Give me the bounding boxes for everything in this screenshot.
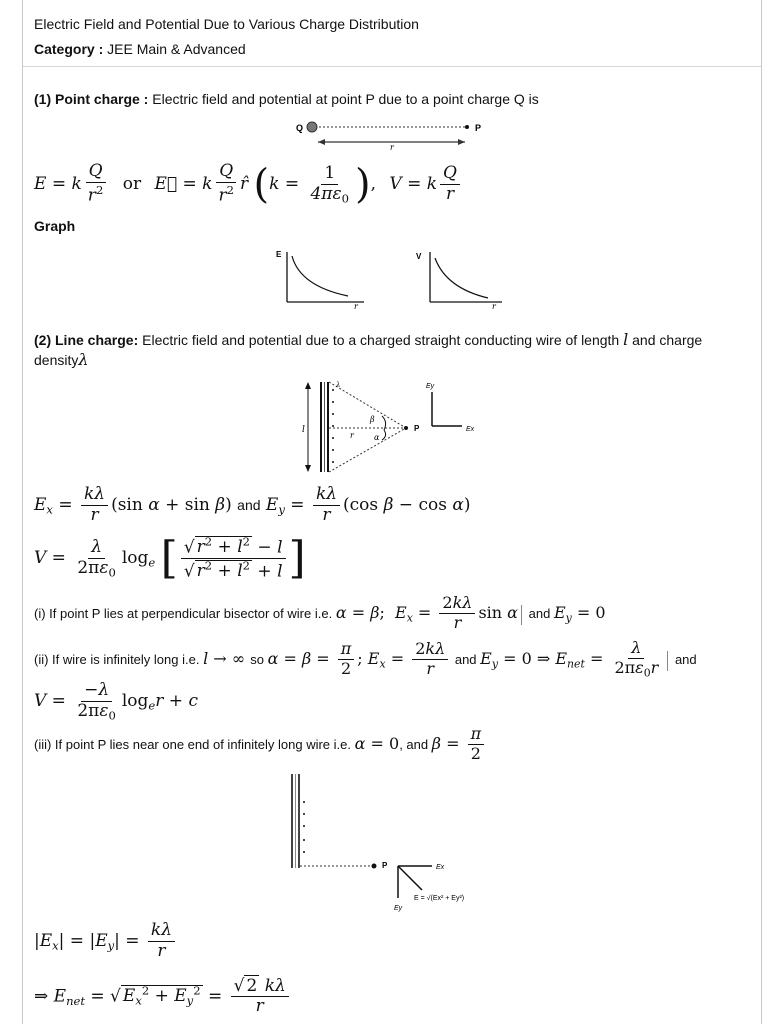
fig3-ey-label: Ey [394, 905, 403, 912]
left-border [22, 0, 23, 1024]
category-label: Category : [34, 41, 104, 57]
line-charge-figure [296, 378, 486, 476]
wire3-right [298, 774, 300, 868]
graph2-curve [435, 258, 488, 298]
category-line [34, 41, 246, 57]
page-title: Electric Field and Potential Due to Various Charge Distribution [34, 16, 419, 32]
case-3-text: (iii) If point P lies near one end of infinitely long wire i.e. [34, 737, 351, 752]
fig3-ex-label: Ex [436, 864, 445, 871]
graph1-y-label: E [276, 250, 282, 259]
section-1-intro [34, 91, 539, 107]
case-2-so: so [250, 652, 264, 667]
fig-p-label: P [475, 123, 482, 133]
equation-potential: V = $\frac{\lambda}{2\pi\varepsilon_0}$ $\log_e$ [ $\frac{√ r^2 + l^2 - l}{√ r^2 + l^2 + l}$ ] [34, 532, 306, 584]
case-1-text: (i) If point P lies at perpendicular bisector of wire i.e. [34, 606, 333, 621]
case-1: (i) If point P lies at perpendicular bisector of wire i.e. α = β; $E_x$ = $\frac{2k\lambda}{r}$ sin α and $E_y = 0$ [34, 593, 606, 632]
r-arrow-right [458, 139, 465, 145]
fig2-point-p [404, 426, 408, 430]
case-2-and: and [454, 652, 477, 667]
equation-ex-ey: $E_x$ = $\frac{k\lambda}{r}$ (sin α + sin β) and $E_y$ = $\frac{k\lambda}{r}$ (cos β − cos α) [34, 484, 471, 525]
case-1-and: and [528, 606, 551, 621]
section-2-heading: (2) Line charge: [34, 332, 139, 348]
section-2-text2: and charge [632, 332, 703, 348]
section-2-text3: density [34, 352, 79, 368]
equation-magnitudes: $|E_x| = |E_y|$ = $\frac{k\lambda}{r}$ [34, 918, 178, 968]
fig2-p-label: P [414, 424, 420, 433]
section-1-heading: (1) Point charge : [34, 91, 149, 107]
fig3-p-label: P [382, 861, 388, 870]
graph-label: Graph [34, 218, 76, 234]
section-2-intro: (2) Line charge: Electric field and potential due to a charged straight conducting wire of length l and charge densityλ [34, 330, 703, 369]
case-3: (iii) If point P lies near one end of infinitely long wire i.e. α = 0, and β = $\frac{\pi}{2}$ [34, 722, 487, 767]
section-2-text1: Electric field and potential due to a charged straight conducting wire of length [142, 332, 620, 348]
case-2-text: (ii) If wire is infinitely long i.e. [34, 652, 200, 667]
graph1-x-label: r [354, 302, 358, 310]
top-line [329, 382, 406, 428]
fig2-alpha-label: α [374, 433, 380, 442]
e-vs-r-graph [276, 246, 372, 310]
case-3-and: , and [399, 737, 429, 752]
graph2-y-label: V [416, 252, 422, 261]
and-text-1: and [237, 497, 261, 513]
right-border [761, 0, 762, 1024]
wire-mid [324, 382, 325, 472]
wire-left [320, 382, 322, 472]
fig3-e-label: E = √(Ex² + Ey²) [414, 895, 465, 902]
length-arrow-bottom [305, 465, 311, 472]
case-2-and2: and [674, 652, 697, 667]
category-value: JEE Main & Advanced [107, 41, 246, 57]
fig3-point-p [372, 864, 377, 869]
charge-dot [307, 122, 317, 132]
alpha-arc [382, 430, 386, 440]
fig2-l-label: l [302, 425, 305, 435]
wire3-mid [295, 774, 296, 868]
case-2: (ii) If wire is infinitely long i.e. l → ∞ so α = β = $\frac{\pi}{2}$ ; $E_x$ = $\frac{2k\lambda}{r}$ and $E_y = 0$ ⇒ $E_{net}$ = $\frac{\lambda}{2\pi\varepsilon_0r}$ and [34, 638, 697, 680]
graph2-x-label: r [492, 302, 496, 310]
fig3-resultant [398, 866, 422, 890]
fig2-ey-label: Ey [426, 383, 435, 390]
semi-infinite-wire-figure [282, 770, 482, 914]
fig2-beta-label: β [370, 415, 375, 424]
wire-right [327, 382, 329, 472]
fig-q-label: Q [296, 123, 304, 133]
section-1-text: Electric field and potential at point P due to a point charge Q is [152, 91, 539, 107]
point-p-dot [465, 125, 469, 129]
equation-enet: ⇒ $E_{net}$ = √ $E_x^2 + E_y^2$ = $\frac{√ 2 k\lambda}{r}$ [34, 966, 292, 1026]
header-divider [22, 66, 762, 67]
bottom-line [329, 428, 406, 472]
equation-v-infinite: V = $\frac{-\lambda}{2\pi\varepsilon_0}$ $\log_er + c$ [34, 679, 198, 723]
wire3-left [291, 774, 293, 868]
charge-dots-3 [303, 801, 305, 853]
graph1-curve [292, 256, 348, 296]
charge-dots [332, 389, 334, 463]
fig2-ex-label: Ex [466, 426, 475, 433]
point-charge-figure [290, 116, 490, 152]
fig2-lambda-label: λ [336, 381, 341, 389]
fig2-r-label: r [350, 431, 354, 440]
r-arrow-left [318, 139, 325, 145]
equation-point-charge: E = k $\frac{Q}{r^2}$ or E⃗ = k $\frac{Q}{r^2}$ r̂ (k = $\frac{1}{4\pi\varepsilon_0}$ ), V = k $\frac{Q}{r}$ [34, 160, 463, 208]
length-arrow-top [305, 382, 311, 389]
v-vs-r-graph [416, 246, 512, 310]
fig-r-label: r [390, 143, 394, 152]
